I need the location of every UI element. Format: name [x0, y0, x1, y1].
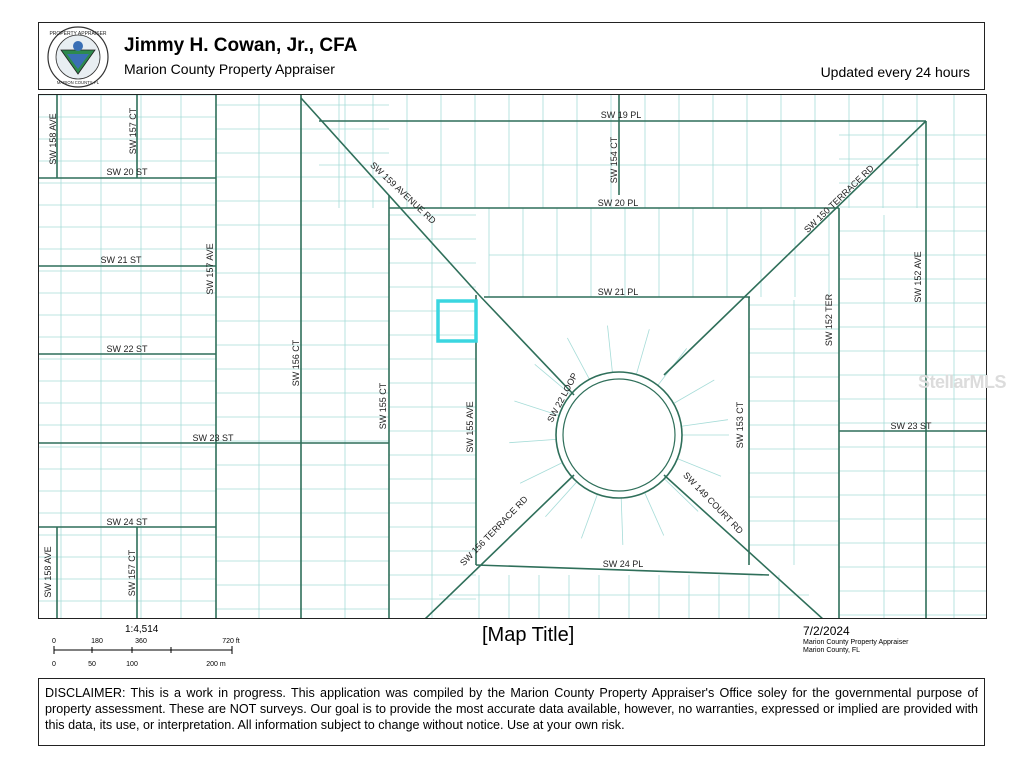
update-frequency: Updated every 24 hours	[820, 64, 970, 80]
lot-line	[636, 329, 649, 374]
scale-ft-3: 720 ft	[222, 638, 240, 645]
credit-line-1: Marion County Property Appraiser	[803, 639, 909, 646]
label-sw21pl: SW 21 PL	[597, 287, 639, 297]
label-sw156terracerd: SW 156 TERRACE RD	[457, 494, 530, 568]
map-title: [Map Title]	[482, 624, 575, 646]
road-sw22loop-inner	[563, 379, 675, 491]
lot-line	[581, 494, 597, 538]
scale-m-1: 50	[88, 661, 96, 668]
label-sw155ave: SW 155 AVE	[465, 401, 475, 453]
scale-ft-2: 360	[135, 638, 147, 645]
label-sw20pl: SW 20 PL	[597, 198, 639, 208]
appraiser-name: Jimmy H. Cowan, Jr., CFA	[124, 35, 358, 56]
road-sw22loop	[479, 295, 574, 395]
lot-line	[520, 463, 562, 484]
label-sw23st-left: SW 23 ST	[192, 433, 234, 443]
label-sw150terracerd: SW 150 TERRACE RD	[802, 162, 876, 235]
lot-lines	[39, 95, 987, 619]
label-sw23st-right: SW 23 ST	[890, 421, 932, 431]
label-sw157ave: SW 157 AVE	[205, 243, 215, 295]
lot-line	[608, 326, 613, 373]
label-sw158ave-bottom: SW 158 AVE	[43, 546, 53, 598]
svg-text:MARION COUNTY, FL: MARION COUNTY, FL	[56, 80, 100, 85]
label-sw149courtrd: SW 149 COURT RD	[681, 470, 746, 536]
label-sw22st: SW 22 ST	[106, 344, 148, 354]
lot-line	[621, 498, 623, 545]
scale-m-2: 100	[126, 661, 138, 668]
label-sw157ct-top: SW 157 CT	[128, 107, 138, 155]
label-sw156ct: SW 156 CT	[291, 339, 301, 387]
road-sw22loop-circle	[556, 372, 682, 498]
map-canvas	[39, 95, 987, 619]
scale-ft-0: 0	[52, 638, 56, 645]
label-sw21st: SW 21 ST	[100, 255, 142, 265]
map-date: 7/2/2024	[803, 624, 850, 638]
map-credit	[803, 639, 908, 655]
label-sw158ave-top: SW 158 AVE	[48, 113, 58, 165]
scale-ratio: 1:4,514	[125, 624, 159, 635]
watermark: StellarMLS	[918, 372, 1007, 392]
label-sw154ct: SW 154 CT	[609, 136, 619, 184]
lot-line	[674, 380, 715, 404]
label-sw152ter: SW 152 TER	[824, 293, 834, 347]
label-sw24st: SW 24 ST	[106, 517, 148, 527]
header-bar	[38, 22, 985, 90]
road-labels	[43, 107, 932, 597]
office-name: Marion County Property Appraiser	[124, 61, 335, 77]
label-sw159avenuerd: SW 159 AVENUE RD	[368, 159, 438, 226]
label-sw153ct: SW 153 CT	[735, 401, 745, 449]
svg-text:PROPERTY APPRAISER: PROPERTY APPRAISER	[49, 31, 107, 37]
label-sw157ct-bottom: SW 157 CT	[127, 549, 137, 597]
lot-line	[509, 439, 556, 442]
scale-ft-1: 180	[91, 638, 103, 645]
parcel-map[interactable]	[38, 94, 987, 619]
label-sw19pl: SW 19 PL	[600, 110, 642, 120]
credit-line-2: Marion County, FL	[803, 647, 861, 654]
disclaimer: DISCLAIMER: This is a work in progress. This application was compiled by the Marion County Property Appraiser's Office soley for the governmental purpose of property assessment. These are NOT surveys. Our goal is to provide the most accurate data available, however, no warranties, expressed or implied are provided with this data, its use, or interpretation. All information subject to change without notice. Use at your own risk.	[38, 678, 985, 746]
label-sw24pl: SW 24 PL	[602, 559, 644, 569]
label-sw152ave: SW 152 AVE	[913, 251, 923, 303]
road-sw159avenuerd	[301, 98, 479, 295]
label-sw22loop: SW 22 LOOP	[545, 371, 580, 425]
lot-line	[681, 420, 728, 427]
property-appraiser-seal-icon	[47, 26, 109, 88]
scale-m-3: 200 m	[206, 661, 226, 668]
scale-bar	[40, 632, 250, 672]
label-sw20st: SW 20 ST	[106, 167, 148, 177]
road-sw150terracerd	[664, 121, 926, 375]
scale-m-0: 0	[52, 661, 56, 668]
lot-line	[645, 493, 664, 536]
road-sw156terracerd	[424, 475, 574, 619]
label-sw155ct: SW 155 CT	[378, 382, 388, 430]
